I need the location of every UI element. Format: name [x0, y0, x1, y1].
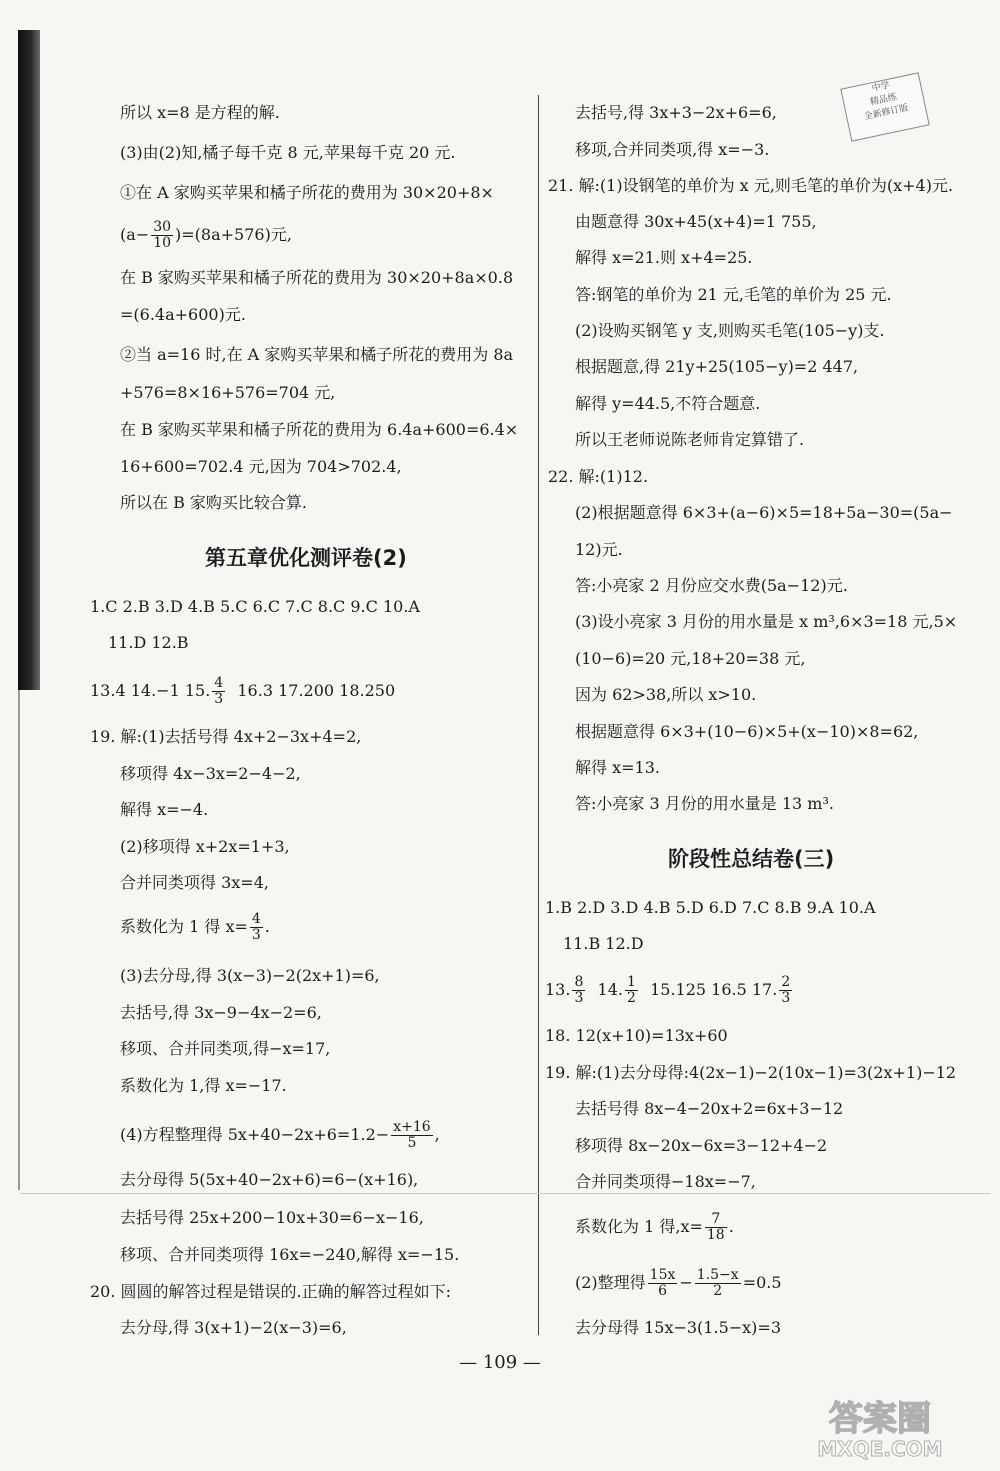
text-line: 去括号得 8x−4−20x+2=6x+3−12	[575, 1099, 844, 1118]
text-segment: (a−	[120, 225, 150, 244]
fraction-line	[120, 1120, 440, 1151]
stamp-line: 中学	[870, 80, 891, 95]
fraction	[250, 912, 263, 943]
denominator: 3	[214, 691, 224, 707]
fraction	[648, 1268, 678, 1299]
text-line: 22. 解:(1)12.	[548, 467, 649, 486]
text-line: 移项得 8x−20x−6x=3−12+4−2	[575, 1136, 828, 1155]
section-title: 阶段性总结卷(三)	[668, 847, 835, 871]
text-line: (3)由(2)知,橘子每千克 8 元,苹果每千克 20 元.	[120, 143, 456, 162]
text-line: 解得 x=13.	[575, 758, 660, 777]
denominator: 2	[713, 1283, 723, 1299]
text-line: 所以王老师说陈老师肯定算错了.	[575, 430, 805, 449]
numerator: 4	[214, 675, 224, 691]
text-line: 去括号,得 3x−9−4x−2=6,	[120, 1003, 322, 1022]
text-line: 12)元.	[575, 540, 623, 559]
numerator: 15x	[649, 1267, 676, 1283]
fraction	[779, 975, 792, 1006]
text-line: 答:钢笔的单价为 21 元,毛笔的单价为 25 元.	[575, 285, 892, 304]
numerator: 30	[153, 219, 172, 235]
stamp-line: 全新修订版	[863, 103, 910, 123]
text-line: ①在 A 家购买苹果和橘子所花的费用为 30×20+8×	[120, 183, 494, 202]
denominator: 5	[407, 1135, 417, 1151]
text-line: (2)移项得 x+2x=1+3,	[120, 837, 290, 856]
fraction-line	[575, 1268, 782, 1299]
text-line: 移项、合并同类项,得−x=17,	[120, 1039, 331, 1058]
text-line: =(6.4a+600)元.	[120, 305, 246, 324]
text-segment: 13.4 14.−1 15.	[90, 681, 211, 700]
watermark-title: 答案圈	[829, 1399, 931, 1439]
text-segment: 14.	[597, 980, 623, 999]
text-line: 因为 62>38,所以 x>10.	[575, 685, 757, 704]
denominator: 2	[627, 990, 636, 1006]
numerator: 7	[705, 1212, 727, 1228]
text-segment: .	[264, 917, 270, 936]
answer-line: 1.C 2.B 3.D 4.B 5.C 6.C 7.C 8.C 9.C 10.A	[90, 597, 420, 616]
numerator: 1.5−x	[696, 1267, 739, 1283]
text-segment: (2)整理得	[575, 1273, 646, 1292]
text-line: 系数化为 1,得 x=−17.	[120, 1076, 287, 1095]
text-segment: ,	[434, 1125, 440, 1144]
text-line: 合并同类项得 3x=4,	[120, 873, 269, 892]
fraction	[391, 1120, 432, 1151]
text-segment: )=(8a+576)元,	[175, 225, 292, 244]
watermark-url: MXQE.COM	[817, 1437, 943, 1461]
text-line: ②当 a=16 时,在 A 家购买苹果和橘子所花的费用为 8a	[120, 345, 514, 364]
text-line: 所以在 B 家购买比较合算.	[120, 493, 308, 512]
text-line: (10−6)=20 元,18+20=38 元,	[575, 649, 806, 668]
fraction	[695, 1268, 741, 1299]
watermark-logo-icon	[790, 1392, 970, 1462]
text-segment: 系数化为 1 得,x=	[575, 1217, 703, 1236]
page-fold-line	[20, 1193, 990, 1194]
text-line: 根据题意,得 21y+25(105−y)=2 447,	[575, 357, 859, 376]
fraction	[705, 1212, 727, 1243]
denominator: 3	[574, 990, 584, 1006]
text-line: 18. 12(x+10)=13x+60	[545, 1026, 728, 1045]
numerator: x+16	[393, 1119, 431, 1135]
stamp-line: 精品练	[869, 92, 898, 108]
numerator: 1	[627, 974, 636, 990]
text-segment: −	[679, 1273, 693, 1292]
text-segment: 15.125 16.5 17.	[650, 980, 778, 999]
text-line: (3)设小亮家 3 月份的用水量是 x m³,6×3=18 元,5×	[575, 612, 958, 631]
text-line: 由题意得 30x+45(x+4)=1 755,	[575, 212, 817, 231]
fraction	[151, 220, 173, 251]
text-line: 16+600=702.4 元,因为 704>702.4,	[120, 457, 402, 476]
text-line: 根据题意得 6×3+(10−6)×5+(x−10)×8=62,	[575, 722, 919, 741]
numerator: 2	[781, 974, 791, 990]
fraction	[625, 975, 638, 1006]
publisher-stamp	[840, 72, 929, 141]
answer-line: 11.B 12.D	[563, 934, 644, 953]
text-line: 去分母得 15x−3(1.5−x)=3	[575, 1318, 782, 1337]
fraction	[572, 975, 585, 1006]
text-line: 移项、合并同类项得 16x=−240,解得 x=−15.	[120, 1245, 460, 1264]
fraction-line	[120, 220, 292, 251]
text-line: 解得 x=−4.	[120, 800, 209, 819]
section-title: 第五章优化测评卷(2)	[205, 546, 407, 570]
text-segment: =0.5	[742, 1273, 782, 1292]
text-line: 在 B 家购买苹果和橘子所花的费用为 6.4a+600=6.4×	[120, 420, 519, 439]
denominator: 18	[706, 1227, 725, 1243]
text-segment: 系数化为 1 得 x=	[120, 917, 248, 936]
answer-line: 1.B 2.D 3.D 4.B 5.D 6.D 7.C 8.B 9.A 10.A	[545, 898, 876, 917]
text-line: (3)去分母,得 3(x−3)−2(2x+1)=6,	[120, 966, 380, 985]
text-line: 去括号,得 3x+3−2x+6=6,	[575, 103, 777, 122]
answer-line: 11.D 12.B	[108, 633, 189, 652]
site-watermark	[790, 1392, 970, 1462]
fraction-line	[575, 1212, 734, 1243]
text-line: 19. 解:(1)去括号得 4x+2−3x+4=2,	[90, 727, 362, 746]
binding-edge-lower	[18, 690, 20, 1190]
text-line: 在 B 家购买苹果和橘子所花的费用为 30×20+8a×0.8	[120, 268, 514, 287]
text-segment: .	[728, 1217, 734, 1236]
denominator: 3	[781, 990, 791, 1006]
column-divider	[538, 95, 539, 1335]
text-line: 19. 解:(1)去分母得:4(2x−1)−2(10x−1)=3(2x+1)−12	[545, 1063, 957, 1082]
text-line: 所以 x=8 是方程的解.	[120, 103, 280, 122]
text-line: 答:小亮家 3 月份的用水量是 13 m³.	[575, 794, 834, 813]
numerator: 8	[574, 974, 584, 990]
text-line: 去分母,得 3(x+1)−2(x−3)=6,	[120, 1318, 347, 1337]
text-segment: 16.3 17.200 18.250	[237, 681, 396, 700]
binding-edge	[18, 30, 40, 690]
denominator: 6	[658, 1283, 667, 1299]
text-line: 移项得 4x−3x=2−4−2,	[120, 764, 301, 783]
numerator: 4	[251, 911, 261, 927]
text-line: (2)设购买钢笔 y 支,则购买毛笔(105−y)支.	[575, 321, 885, 340]
text-line: 解得 x=21.则 x+4=25.	[575, 248, 753, 267]
text-line: 21. 解:(1)设钢笔的单价为 x 元,则毛笔的单价为(x+4)元.	[548, 176, 954, 195]
fraction-line	[120, 912, 270, 943]
denominator: 3	[251, 927, 261, 943]
answer-line	[545, 975, 794, 1006]
answer-line	[90, 676, 395, 707]
text-line: (2)根据题意得 6×3+(a−6)×5=18+5a−30=(5a−	[575, 503, 953, 522]
text-line: 去分母得 5(5x+40−2x+6)=6−(x+16),	[120, 1170, 419, 1189]
text-segment: 13.	[545, 980, 571, 999]
text-line: 去括号得 25x+200−10x+30=6−x−16,	[120, 1208, 424, 1227]
denominator: 10	[153, 235, 172, 251]
page-number: — 109 —	[459, 1352, 541, 1373]
fraction	[212, 676, 225, 707]
text-line: +576=8×16+576=704 元,	[120, 383, 336, 402]
text-line: 合并同类项得−18x=−7,	[575, 1172, 756, 1191]
text-line: 解得 y=44.5,不符合题意.	[575, 394, 761, 413]
text-line: 移项,合并同类项,得 x=−3.	[575, 140, 770, 159]
text-line: 答:小亮家 2 月份应交水费(5a−12)元.	[575, 576, 848, 595]
text-segment: (4)方程整理得 5x+40−2x+6=1.2−	[120, 1125, 390, 1144]
text-line: 20. 圆圆的解答过程是错误的.正确的解答过程如下:	[90, 1282, 452, 1301]
